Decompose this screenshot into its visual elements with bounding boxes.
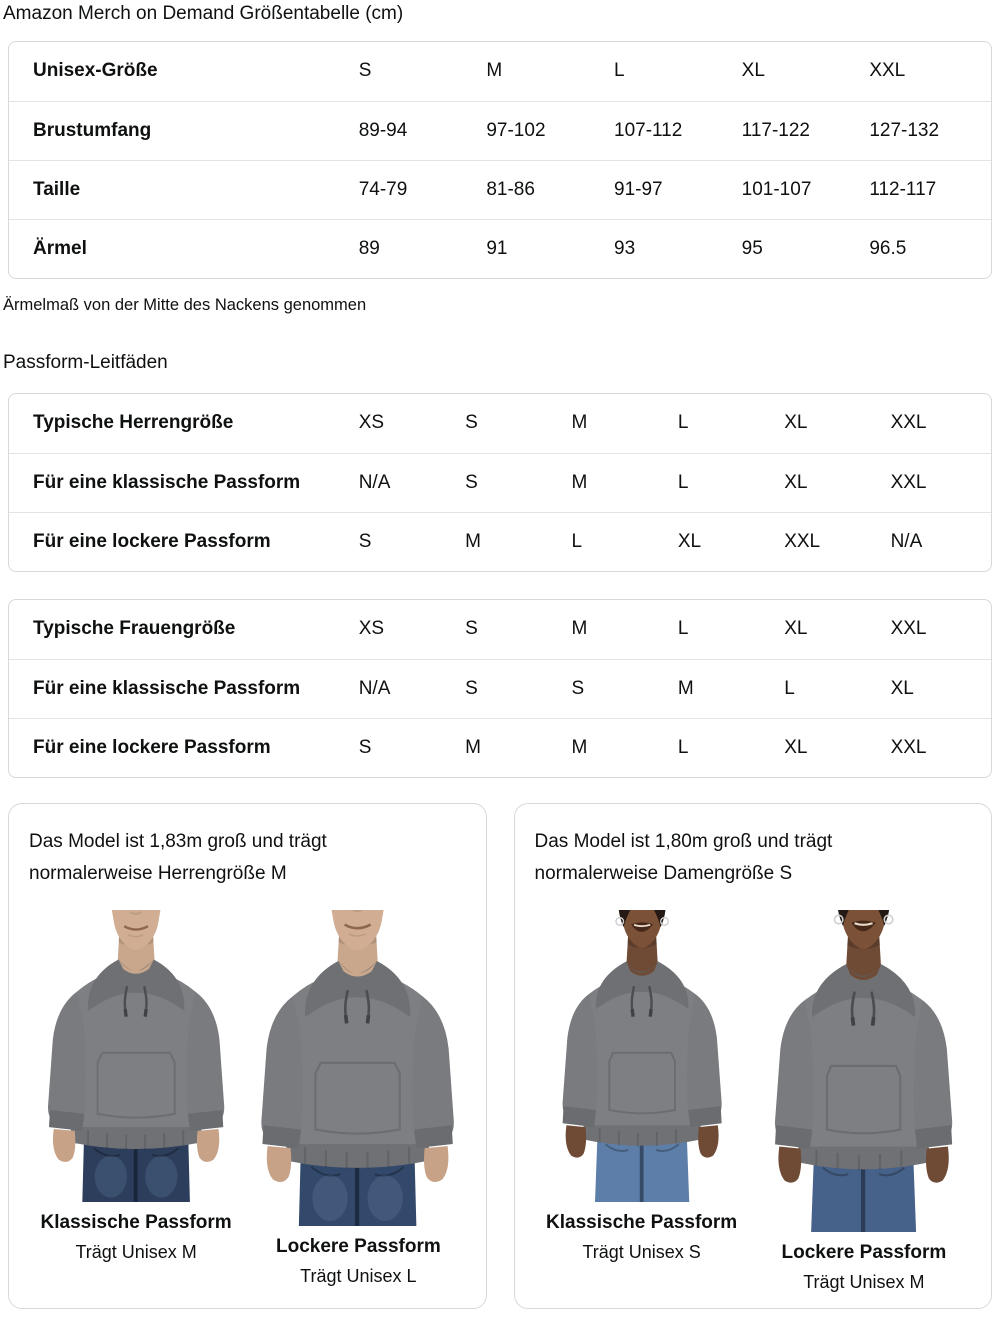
value-cell: L: [571, 530, 583, 552]
table-row-waist: [9, 160, 991, 219]
size-worn-label: Trägt Unisex M: [803, 1272, 925, 1293]
table-row-chest: [9, 101, 991, 160]
model-description: Das Model ist 1,83m groß und trägt normalerweise Herrengröße M: [29, 831, 327, 884]
value-cell: XXL: [890, 736, 927, 758]
fit-label: Klassische Passform: [40, 1212, 232, 1234]
row-label: Für eine klassische Passform: [33, 471, 301, 493]
size-cell: M: [571, 412, 588, 434]
female-model-loose-fit-photo: [757, 910, 971, 1232]
table-row-loose-fit: [9, 512, 991, 571]
size-worn-label: Trägt Unisex L: [300, 1266, 417, 1287]
fit-label: Klassische Passform: [546, 1212, 738, 1234]
row-label: Brustumfang: [33, 119, 152, 141]
fit-guides-heading: Passform-Leitfäden: [3, 352, 168, 373]
photo-row: [535, 910, 972, 1294]
row-label: Unisex-Größe: [33, 60, 158, 82]
value-cell: N/A: [890, 530, 923, 552]
row-label: Für eine lockere Passform: [33, 736, 271, 758]
size-cell: XL: [741, 60, 765, 82]
model-cards: [8, 803, 992, 1309]
fit-label: Lockere Passform: [276, 1236, 441, 1258]
sleeve-measurement-note: Ärmelmaß von der Mitte des Nackens genommen: [3, 296, 367, 314]
row-label: Für eine lockere Passform: [33, 530, 271, 552]
row-label: Ärmel: [33, 237, 87, 259]
value-cell: 89: [358, 237, 380, 259]
value-cell: S: [358, 736, 372, 758]
value-cell: N/A: [358, 677, 391, 699]
value-cell: XL: [677, 530, 702, 552]
value-cell: M: [465, 530, 481, 552]
value-cell: S: [358, 530, 372, 552]
value-cell: XXL: [890, 471, 927, 493]
value-cell: 95: [741, 237, 763, 259]
value-cell: 89-94: [358, 119, 408, 141]
table-row-classic-fit: [9, 659, 991, 718]
size-cell: XL: [784, 412, 808, 434]
photo-column-classic: [29, 910, 243, 1288]
value-cell: XL: [784, 736, 808, 758]
size-cell: S: [465, 618, 478, 640]
value-cell: 91: [486, 237, 508, 259]
photo-column-classic: [535, 910, 749, 1294]
size-cell: XS: [358, 618, 385, 640]
row-label: Taille: [33, 178, 81, 200]
value-cell: M: [465, 736, 481, 758]
female-model-classic-fit-photo: [535, 910, 749, 1202]
row-label: Für eine klassische Passform: [33, 677, 301, 699]
value-cell: M: [571, 736, 588, 758]
row-label: Typische Herrengröße: [33, 412, 234, 434]
value-cell: N/A: [358, 471, 391, 493]
size-cell: S: [465, 412, 478, 434]
value-cell: XL: [784, 471, 808, 493]
size-cell: S: [358, 60, 372, 82]
table-row-header: [9, 394, 991, 453]
table-row-loose-fit: [9, 718, 991, 777]
photo-column-loose: [757, 910, 971, 1294]
male-model-loose-fit-photo: [251, 910, 465, 1226]
value-cell: S: [465, 471, 478, 493]
model-description: Das Model ist 1,80m groß und trägt normalerweise Damengröße S: [534, 831, 833, 884]
row-label: Typische Frauengröße: [33, 618, 236, 640]
value-cell: L: [784, 677, 795, 699]
size-cell: L: [677, 618, 689, 640]
table-row-sleeve: [9, 219, 991, 278]
value-cell: 81-86: [486, 178, 535, 200]
male-model-classic-fit-photo: [29, 910, 243, 1202]
value-cell: M: [677, 677, 694, 699]
page-title: Amazon Merch on Demand Größentabelle (cm): [3, 3, 404, 24]
size-cell: M: [571, 618, 588, 640]
size-worn-label: Trägt Unisex M: [75, 1242, 197, 1263]
size-cell: L: [614, 60, 625, 82]
value-cell: 97-102: [486, 119, 546, 141]
size-cell: M: [486, 60, 503, 82]
value-cell: S: [571, 677, 585, 699]
womens-fit-table: [8, 599, 992, 778]
value-cell: S: [465, 677, 478, 699]
female-model-card: [514, 803, 993, 1309]
photo-row: [29, 910, 466, 1288]
value-cell: L: [677, 471, 689, 493]
value-cell: 112-117: [869, 178, 937, 200]
value-cell: M: [571, 471, 588, 493]
value-cell: 101-107: [741, 178, 812, 200]
mens-fit-table: [8, 393, 992, 572]
size-cell: XS: [358, 412, 385, 434]
value-cell: 74-79: [358, 178, 408, 200]
unisex-size-table: [8, 41, 992, 279]
value-cell: XXL: [784, 530, 821, 552]
value-cell: 117-122: [741, 119, 810, 141]
male-model-card: [8, 803, 487, 1309]
size-cell: XXL: [869, 60, 906, 82]
size-cell: L: [677, 412, 689, 434]
value-cell: 91-97: [614, 178, 663, 200]
value-cell: 96.5: [869, 237, 907, 259]
value-cell: 93: [614, 237, 636, 259]
size-cell: XL: [784, 618, 808, 640]
photo-column-loose: [251, 910, 465, 1288]
size-cell: XXL: [890, 412, 927, 434]
table-row-header: [9, 42, 991, 101]
size-worn-label: Trägt Unisex S: [582, 1242, 701, 1263]
table-row-classic-fit: [9, 453, 991, 512]
fit-label: Lockere Passform: [781, 1242, 947, 1264]
value-cell: 107-112: [614, 119, 683, 141]
value-cell: 127-132: [869, 119, 940, 141]
value-cell: XL: [890, 677, 914, 699]
size-cell: XXL: [890, 618, 927, 640]
table-row-header: [9, 600, 991, 659]
value-cell: L: [677, 736, 689, 758]
